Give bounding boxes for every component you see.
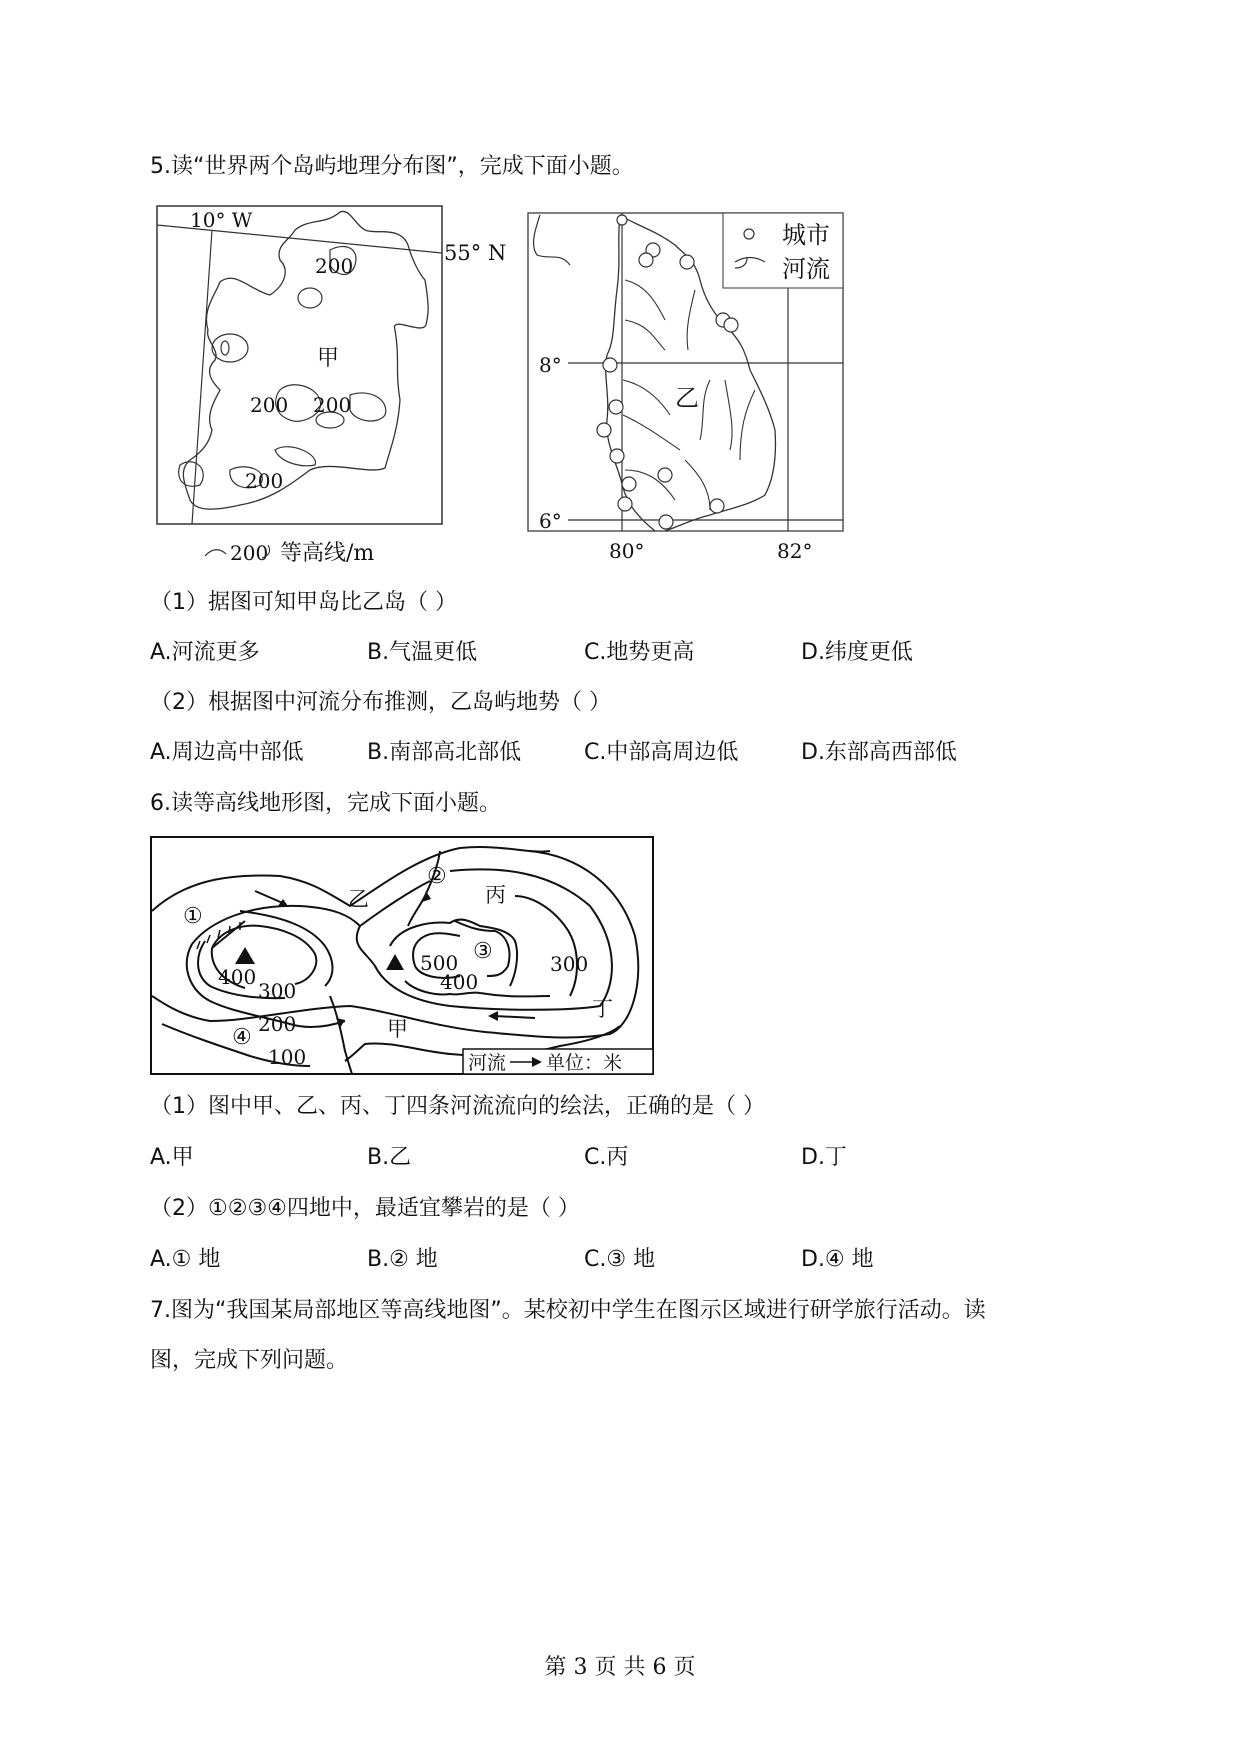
q5-stem: 5.读“世界两个岛屿地理分布图”，完成下面小题。 xyxy=(150,154,634,179)
place-1-label: ① xyxy=(183,904,203,929)
legend-river-label: 河流 xyxy=(782,255,830,283)
q6-sub2-option-a[interactable]: A.① 地 xyxy=(150,1247,221,1272)
contour-legend-text: 等高线/m xyxy=(280,541,375,566)
contour-label-200-c: 200 xyxy=(313,393,352,417)
q5-sub2-option-c[interactable]: C.中部高周边低 xyxy=(584,740,739,765)
contour-map xyxy=(150,836,655,1076)
contour-label-200-a: 200 xyxy=(315,254,354,278)
city-circle-icon xyxy=(744,229,754,239)
island-jia-map xyxy=(150,200,460,570)
legend-city-label: 城市 xyxy=(782,221,830,249)
contour-label-400-left: 400 xyxy=(218,965,257,989)
q6-sub1-option-b[interactable]: B.乙 xyxy=(367,1145,412,1170)
contour-label-200-b: 200 xyxy=(250,393,289,417)
q5-sub2-text: （2）根据图中河流分布推测，乙岛屿地势（ ） xyxy=(150,690,611,715)
q5-sub1-option-b[interactable]: B.气温更低 xyxy=(367,640,478,665)
q6-sub1-option-c[interactable]: C.丙 xyxy=(584,1145,629,1170)
q5-sub1-option-c[interactable]: C.地势更高 xyxy=(584,640,695,665)
contour-legend-icon xyxy=(205,550,226,556)
legend-river-text: 河流 xyxy=(468,1052,507,1074)
q5-sub2-option-d[interactable]: D.东部高西部低 xyxy=(801,740,957,765)
latitude-label-55n: 55° N xyxy=(444,241,507,265)
island-jia-label: 甲 xyxy=(317,346,340,371)
q6-sub2-option-b[interactable]: B.② 地 xyxy=(367,1247,438,1272)
latitude-label-8: 8° xyxy=(539,353,562,377)
q7-stem-line1: 7.图为“我国某局部地区等高线地图”。某校初中学生在图示区域进行研学旅行活动。读 xyxy=(150,1298,986,1323)
q6-sub1-option-a[interactable]: A.甲 xyxy=(150,1145,194,1170)
river-yi-label: 乙 xyxy=(348,887,369,911)
q7-stem-line2: 图，完成下列问题。 xyxy=(150,1348,349,1373)
contour-label-300-left: 300 xyxy=(258,979,297,1003)
contour-label-400-right: 400 xyxy=(440,970,479,994)
latitude-label-6: 6° xyxy=(539,509,562,533)
longitude-label-80: 80° xyxy=(609,539,645,563)
island-yi-label: 乙 xyxy=(675,384,699,412)
q5-sub1-option-a[interactable]: A.河流更多 xyxy=(150,640,260,665)
q5-sub2-option-b[interactable]: B.南部高北部低 xyxy=(367,740,522,765)
contour-label-100: 100 xyxy=(268,1045,307,1069)
river-bing-label: 丙 xyxy=(485,883,506,907)
q6-sub2-text: （2）①②③④四地中，最适宜攀岩的是（ ） xyxy=(150,1196,580,1221)
contour-label-200-d: 200 xyxy=(245,469,284,493)
q5-sub1-text: （1）据图可知甲岛比乙岛（ ） xyxy=(150,590,457,615)
page-number: 第 3 页 共 6 页 xyxy=(544,1655,696,1680)
longitude-label-82: 82° xyxy=(777,539,813,563)
q6-stem: 6.读等高线地形图，完成下面小题。 xyxy=(150,791,501,816)
contour-legend-value: 200 xyxy=(230,541,269,565)
q6-sub2-option-c[interactable]: C.③ 地 xyxy=(584,1247,656,1272)
q6-sub1-text: （1）图中甲、乙、丙、丁四条河流流向的绘法，正确的是（ ） xyxy=(150,1094,765,1119)
legend-unit-text: 单位：米 xyxy=(546,1052,623,1074)
q5-sub1-option-d[interactable]: D.纬度更低 xyxy=(801,640,913,665)
island-yi-map xyxy=(525,200,850,570)
river-ding-label: 丁 xyxy=(592,997,613,1021)
river-jia-label: 甲 xyxy=(387,1017,408,1041)
q5-sub2-option-a[interactable]: A.周边高中部低 xyxy=(150,740,304,765)
contour-label-200: 200 xyxy=(258,1012,297,1036)
longitude-label-10w: 10° W xyxy=(190,208,253,232)
contour-label-500: 500 xyxy=(420,951,459,975)
q6-sub1-option-d[interactable]: D.丁 xyxy=(801,1145,847,1170)
place-2-label: ② xyxy=(427,864,447,889)
contour-label-300-right: 300 xyxy=(550,952,589,976)
place-4-label: ④ xyxy=(232,1025,252,1050)
q6-sub2-option-d[interactable]: D.④ 地 xyxy=(801,1247,874,1272)
place-3-label: ③ xyxy=(473,939,493,964)
